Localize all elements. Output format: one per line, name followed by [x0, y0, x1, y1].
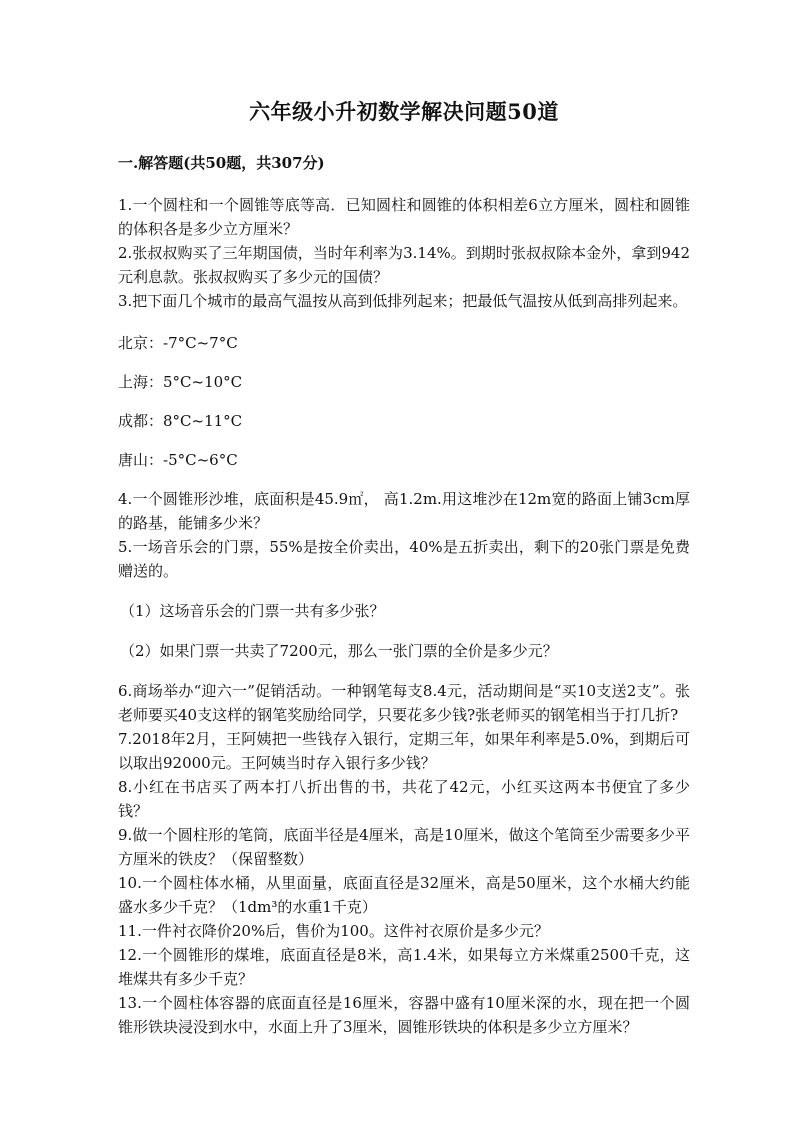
question-9: 9.做一个圆柱形的笔筒，底面半径是4厘米，高是10厘米，做这个笔筒至少需要多少平方厘米的铁皮？（保留整数） [118, 826, 690, 868]
question-5: 5.一场音乐会的门票，55%是按全价卖出，40%是五折卖出，剩下的20张门票是免费赠送的。 [118, 538, 690, 580]
question-13: 13.一个圆柱体容器的底面直径是16厘米，容器中盛有10厘米深的水，现在把一个圆锥形铁块浸没到水中，水面上升了3厘米，圆锥形铁块的体积是多少立方厘米？ [118, 994, 690, 1036]
question-4: 4.一个圆锥形沙堆，底面积是45.9㎡， 高1.2m.用这堆沙在12m宽的路面上铺3cm厚的路基，能铺多少米？ [118, 490, 690, 532]
temperature-beijing: 北京：-7°C~7°C [118, 334, 238, 352]
question-3: 3.把下面几个城市的最高气温按从高到低排列起来；把最低气温按从低到高排列起来。 [118, 292, 688, 310]
question-12: 12.一个圆锥形的煤堆，底面直径是8米，高1.4米，如果每立方米煤重2500千克，这堆煤共有多少千克？ [118, 946, 690, 988]
question-5-subquestions [118, 599, 690, 663]
question-6: 6.商场举办“迎六一”促销活动。一种钢笔每支8.4元，活动期间是“买10支送2支”。张老师要买40支这样的钢笔奖励给同学，只要花多少钱?张老师买的钢笔相当于打几折? [118, 682, 690, 724]
question-2: 2.张叔叔购买了三年期国债，当时年利率为3.14%。到期时张叔叔除本金外，拿到942元利息款。张叔叔购买了多少元的国债？ [118, 244, 690, 286]
temperature-chengdu: 成都：8°C~11°C [118, 412, 243, 430]
temperature-tangshan: 唐山：-5°C~6°C [118, 451, 238, 469]
question-1: 1.一个圆柱和一个圆锥等底等高．已知圆柱和圆锥的体积相差6立方厘米，圆柱和圆锥的体积各是多少立方厘米？ [118, 196, 690, 238]
temperature-list [118, 331, 690, 472]
section-heading: 一.解答题(共50题，共307分) [118, 154, 325, 172]
question-8: 8.小红在书店买了两本打八折出售的书，共花了42元，小红买这两本书便宜了多少钱？ [118, 778, 690, 820]
temperature-shanghai: 上海：5°C~10°C [118, 373, 243, 391]
question-10: 10.一个圆柱体水桶，从里面量，底面直径是32厘米，高是50厘米，这个水桶大约能盛水多少千克？（1dm³的水重1千克） [118, 874, 690, 916]
question-5-sub-1: （1）这场音乐会的门票一共有多少张？ [120, 602, 385, 620]
page-title: 六年级小升初数学解决问题50道 [249, 99, 559, 124]
question-11: 11.一件衬衣降价20%后，售价为100。这件衬衣原价是多少元？ [118, 922, 549, 940]
question-7: 7.2018年2月，王阿姨把一些钱存入银行，定期三年，如果年利率是5.0%，到期后可以取出92000元。王阿姨当时存入银行多少钱？ [118, 730, 690, 772]
question-5-sub-2: （2）如果门票一共卖了7200元，那么一张门票的全价是多少元？ [120, 642, 558, 660]
